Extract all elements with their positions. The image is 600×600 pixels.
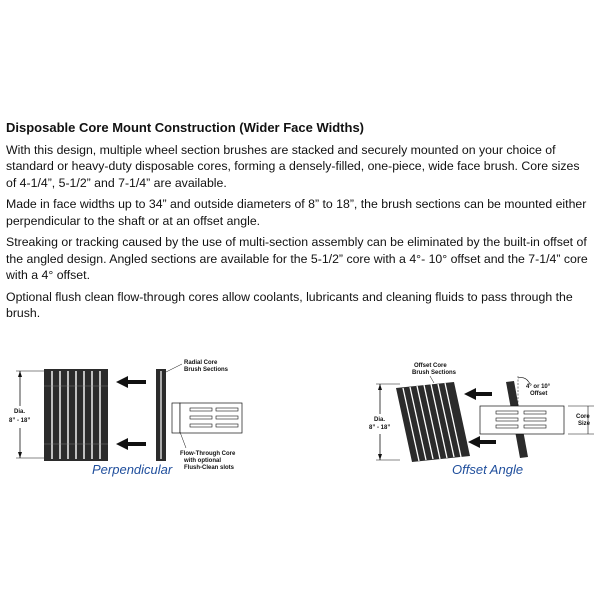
offset-angle-label-line2: Offset: [530, 391, 548, 397]
perpendicular-caption: Perpendicular: [92, 462, 173, 477]
offset-core: [480, 406, 564, 434]
offset-core-label-line2: Brush Sections: [412, 370, 457, 376]
arrow-icon: [464, 388, 492, 400]
radial-core-label-line2: Brush Sections: [184, 367, 229, 373]
paragraph-face-widths: Made in face widths up to 34” and outside diameters of 8” to 18”, the brush sections can be mounted either perpendicular to the shaft or at an offset angle.: [6, 197, 587, 228]
dia-label-line1: Dia.: [14, 409, 26, 415]
flow-through-core: [172, 403, 242, 433]
arrow-icon: [116, 438, 146, 450]
text-section: [6, 120, 590, 327]
offset-brush-stack: [396, 382, 470, 462]
arrow-icon: [116, 376, 146, 388]
offset-core-label-line1: Offset Core: [414, 363, 447, 369]
offset-angle-label-line1: 4° or 10°: [526, 384, 551, 390]
paragraph-flush-clean: Optional flush clean flow-through cores allow coolants, lubricants and cleaning fluids to pass through the brush.: [6, 289, 573, 320]
brush-stack: [44, 369, 108, 461]
dia-label-line2: 8” - 18”: [369, 425, 391, 431]
dia-label-line2: 8” - 18”: [9, 418, 31, 424]
radial-core-label-line1: Radial Core: [184, 360, 218, 366]
core-size-label-line1: Core: [576, 414, 590, 420]
flow-core-label-line3: Flush-Clean slots: [184, 465, 235, 471]
flow-core-label-line1: Flow-Through Core: [180, 451, 236, 457]
section-heading: Disposable Core Mount Construction (Wider Face Widths): [6, 120, 365, 135]
arrow-icon: [468, 436, 496, 448]
dia-label-line1: Dia.: [374, 417, 386, 423]
paragraph-core-design: With this design, multiple wheel section brushes are stacked and securely mounted on your choice of standard or heavy-duty disposable cores, forming a densely-filled, one-piece, wide face brush. Core sizes of 4-1/4”, 5-1/2” and 7-1/4” are available.: [6, 142, 580, 190]
offset-angle-caption: Offset Angle: [452, 462, 524, 477]
flow-core-label-line2: with optional: [184, 458, 221, 464]
core-size-label-line2: Size: [578, 421, 591, 427]
paragraph-streaking: Streaking or tracking caused by the use of multi-section assembly can be eliminated by the built-in offset of the angled design. Angled sections are available for the 5-1/2” core with a 4°- 10° offset and the 7-1/4” core with a 4° offset.: [6, 235, 588, 282]
perpendicular-diagram: [8, 356, 268, 486]
offset-angle-diagram: [368, 356, 598, 486]
